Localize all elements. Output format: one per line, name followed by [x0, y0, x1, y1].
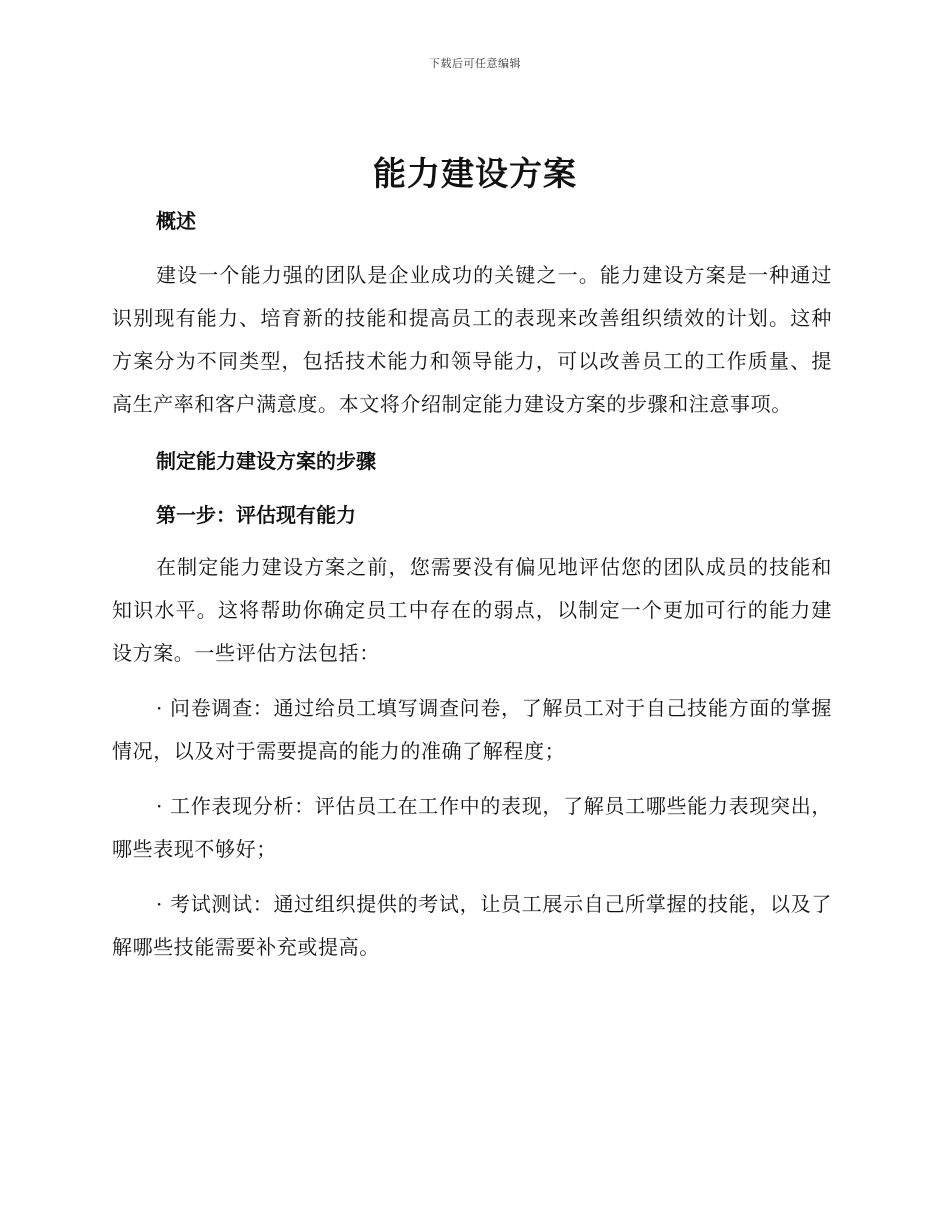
overview-heading: 概述 — [156, 209, 196, 233]
document-title: 能力建设方案 — [373, 154, 577, 193]
document-body — [112, 200, 832, 969]
bullet-item-performance-analysis: · 工作表现分析：评估员工在工作中的表现，了解员工哪些能力表现突出，哪些表现不够好； — [112, 794, 832, 861]
header-note: 下载后可任意编辑 — [429, 57, 521, 70]
step1-heading: 第一步：评估现有能力 — [156, 503, 356, 527]
overview-paragraph: 建设一个能力强的团队是企业成功的关键之一。能力建设方案是一种通过识别现有能力、培育新的技能和提高员工的表现来改善组织绩效的计划。这种方案分为不同类型，包括技术能力和领导能力，可以改善员工的工作质量、提高生产率和客户满意度。本文将介绍制定能力建设方案的步骤和注意事项。 — [112, 263, 832, 416]
steps-heading: 制定能力建设方案的步骤 — [156, 449, 376, 473]
bullet-item-questionnaire: · 问卷调查：通过给员工填写调查问卷，了解员工对于自己技能方面的掌握情况，以及对于需要提高的能力的准确了解程度； — [112, 696, 832, 763]
bullet-item-exam-test: · 考试测试：通过组织提供的考试，让员工展示自己所掌握的技能，以及了解哪些技能需要补充或提高。 — [112, 892, 832, 959]
step1-paragraph: 在制定能力建设方案之前，您需要没有偏见地评估您的团队成员的技能和知识水平。这将帮助你确定员工中存在的弱点，以制定一个更加可行的能力建设方案。一些评估方法包括： — [112, 555, 832, 665]
